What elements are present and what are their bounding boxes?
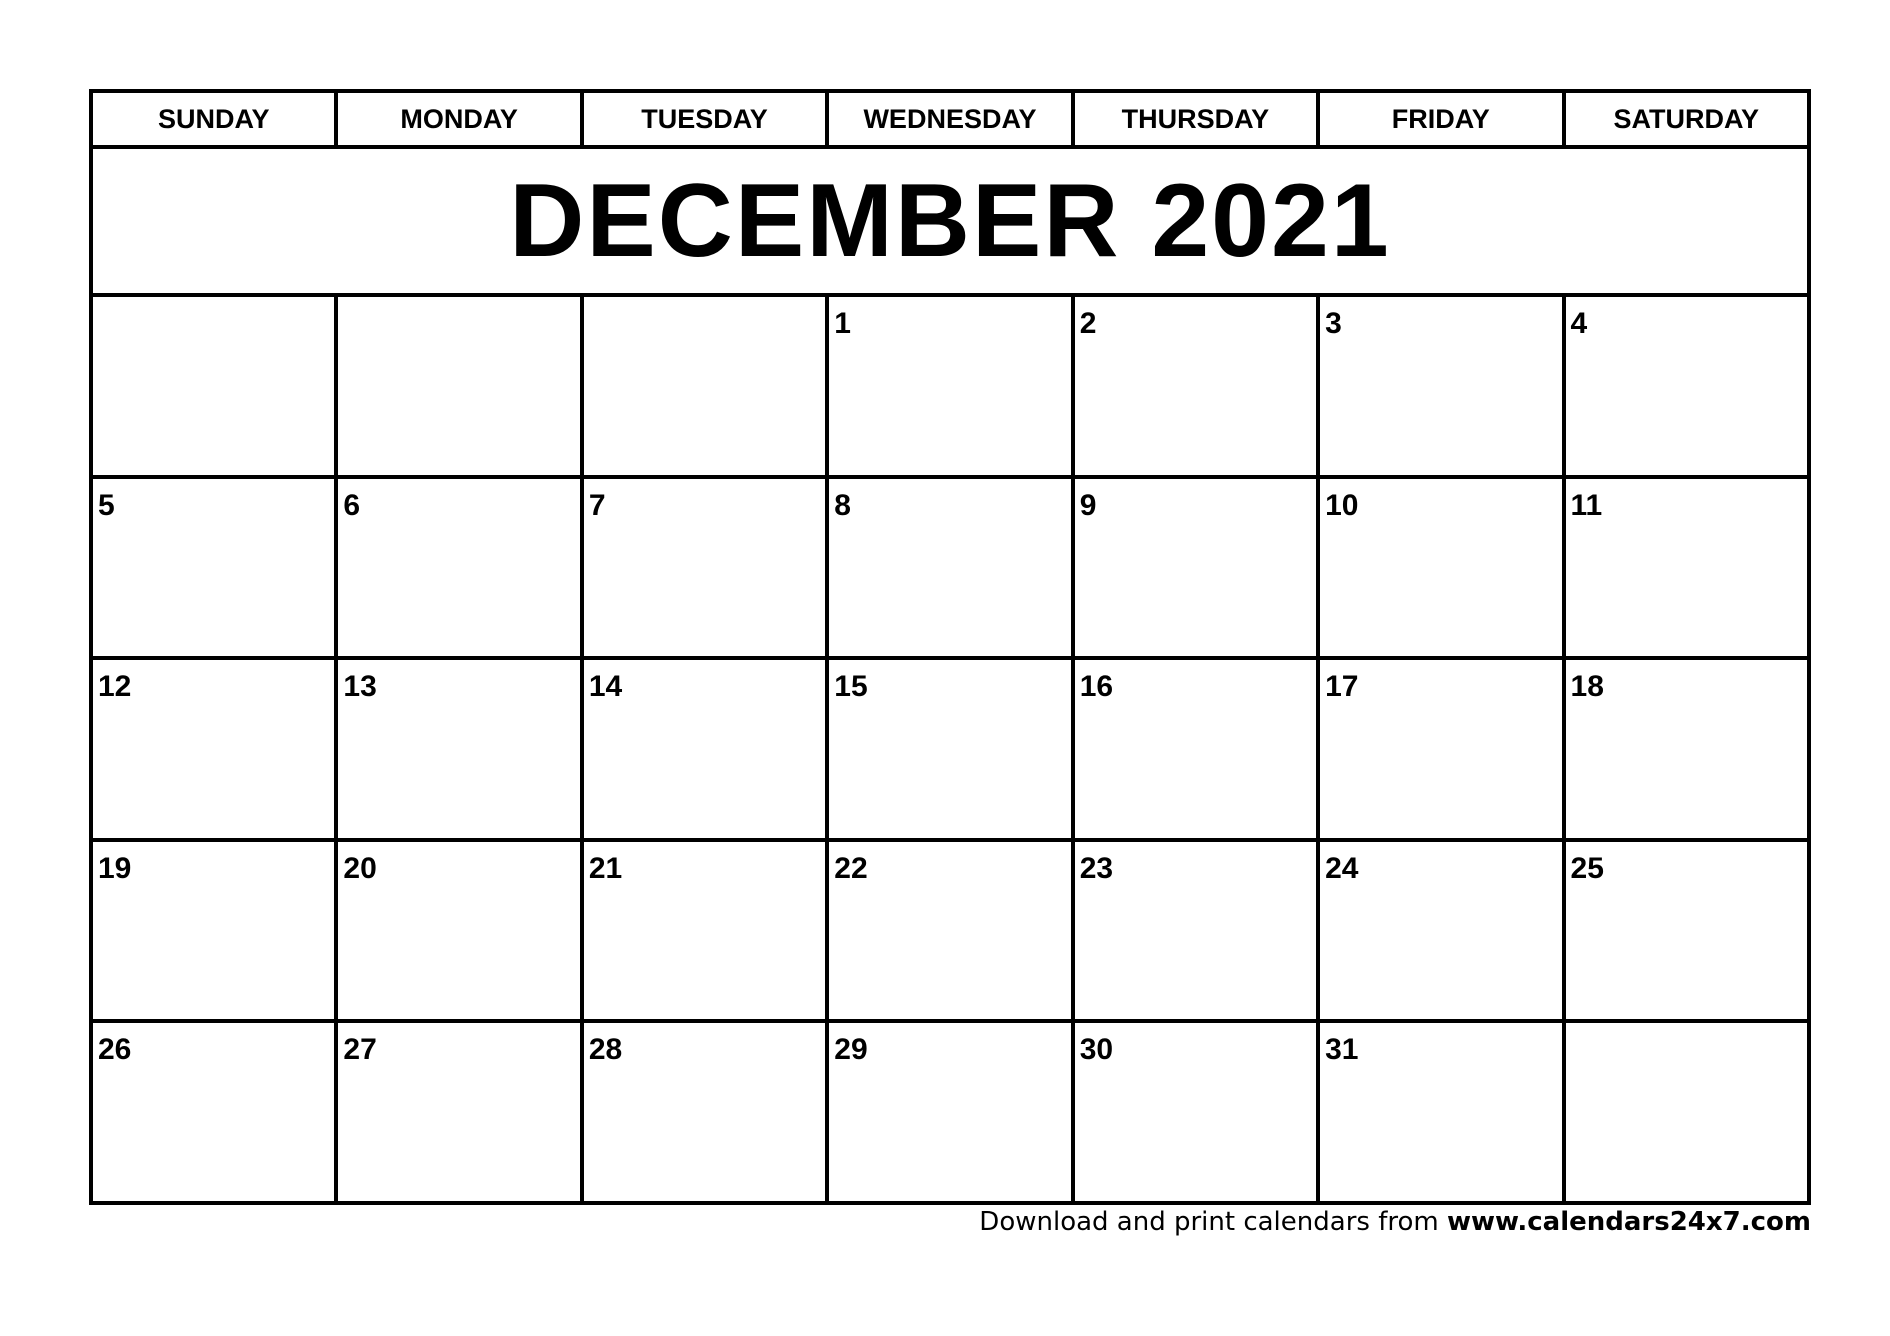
day-number: 14 xyxy=(588,670,623,704)
day-number: 18 xyxy=(1570,670,1604,704)
day-cell xyxy=(1075,479,1320,657)
day-cell xyxy=(1320,660,1565,838)
day-number: 22 xyxy=(834,851,868,885)
weekday-saturday: SATURDAY xyxy=(1613,103,1759,134)
day-number: 26 xyxy=(98,1033,132,1067)
day-number: 27 xyxy=(343,1033,377,1067)
weekday-friday: FRIDAY xyxy=(1320,93,1565,145)
day-cell xyxy=(93,1023,338,1201)
weekday-thursday: THURSDAY xyxy=(1075,93,1320,145)
day-cell xyxy=(584,660,829,838)
month-title: DECEMBER 2021 xyxy=(509,163,1391,279)
day-cell xyxy=(1566,297,1807,475)
weekday-monday: MONDAY xyxy=(338,93,583,145)
footer-link[interactable]: www.calendars24x7.com xyxy=(1446,1207,1811,1237)
day-cell xyxy=(1075,660,1320,838)
day-number: 21 xyxy=(588,851,623,885)
empty-day-cell xyxy=(338,297,583,475)
day-number: 10 xyxy=(1325,488,1359,522)
day-cell xyxy=(829,1023,1074,1201)
week-row xyxy=(93,842,1807,1024)
footer-text: Download and print calendars from xyxy=(979,1207,1447,1237)
week-row xyxy=(93,297,1807,479)
day-number: 19 xyxy=(98,851,132,885)
day-number: 31 xyxy=(1325,1033,1359,1067)
day-number: 12 xyxy=(98,670,132,704)
day-number: 30 xyxy=(1079,1033,1114,1067)
day-number: 7 xyxy=(588,488,606,522)
day-cell xyxy=(1075,842,1320,1020)
day-cell xyxy=(829,842,1074,1020)
week-row xyxy=(93,479,1807,661)
footer xyxy=(979,1207,1811,1237)
day-cell xyxy=(584,1023,829,1201)
day-number: 4 xyxy=(1570,307,1588,340)
day-cell xyxy=(338,479,583,657)
weekday-tuesday: TUESDAY xyxy=(584,93,829,145)
day-cell xyxy=(93,479,338,657)
day-cell xyxy=(584,479,829,657)
day-cell xyxy=(1566,660,1807,838)
weeks-grid xyxy=(93,297,1807,1201)
day-number: 6 xyxy=(343,488,361,522)
day-number: 9 xyxy=(1079,488,1097,522)
day-number: 8 xyxy=(834,488,851,522)
day-number: 28 xyxy=(588,1033,623,1067)
day-number: 25 xyxy=(1570,851,1604,885)
day-cell xyxy=(829,660,1074,838)
day-cell xyxy=(1320,842,1565,1020)
day-number: 24 xyxy=(1325,851,1359,885)
day-number: 17 xyxy=(1325,670,1359,704)
day-number: 13 xyxy=(343,670,377,704)
title-row xyxy=(93,149,1807,297)
day-cell xyxy=(338,1023,583,1201)
day-number: 16 xyxy=(1079,670,1114,704)
day-number: 3 xyxy=(1325,307,1342,340)
day-number: 20 xyxy=(343,851,377,885)
weekday-wednesday: WEDNESDAY xyxy=(829,93,1074,145)
day-cell xyxy=(93,842,338,1020)
empty-day-cell xyxy=(93,297,338,475)
empty-day-cell xyxy=(1566,1023,1807,1201)
day-cell xyxy=(1075,297,1320,475)
weekday-sunday: SUNDAY xyxy=(93,93,338,145)
day-cell xyxy=(1320,1023,1565,1201)
day-cell xyxy=(584,842,829,1020)
weekday-header-row xyxy=(93,93,1807,149)
empty-day-cell xyxy=(584,297,829,475)
day-cell xyxy=(338,842,583,1020)
week-row xyxy=(93,1023,1807,1201)
day-number: 2 xyxy=(1079,307,1097,340)
day-cell xyxy=(1320,479,1565,657)
calendar-grid xyxy=(89,89,1811,1205)
day-cell xyxy=(1566,842,1807,1020)
day-number: 23 xyxy=(1079,851,1114,885)
day-cell xyxy=(1320,297,1565,475)
day-cell xyxy=(829,479,1074,657)
day-number: 1 xyxy=(834,307,851,340)
day-cell xyxy=(1075,1023,1320,1201)
day-number: 15 xyxy=(834,670,868,704)
day-cell xyxy=(93,660,338,838)
day-cell xyxy=(338,660,583,838)
week-row xyxy=(93,660,1807,842)
day-cell xyxy=(829,297,1074,475)
day-number: 11 xyxy=(1570,488,1603,522)
day-number: 29 xyxy=(834,1033,868,1067)
day-cell xyxy=(1566,479,1807,657)
day-number: 5 xyxy=(98,488,115,522)
